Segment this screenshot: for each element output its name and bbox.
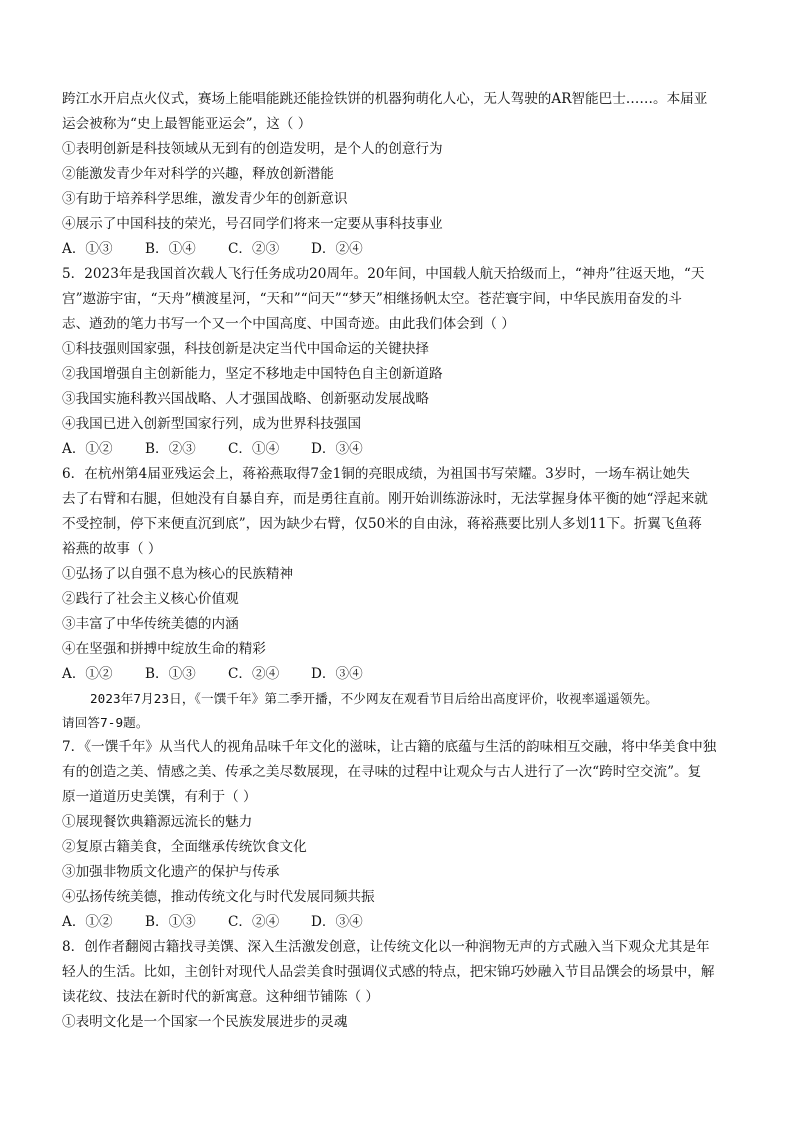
question-stem-line: 去了右臂和右腿，但她没有自暴自弃，而是勇往直前。刚开始训练游泳时，无法掌握身体平衡的她“浮起来就	[62, 491, 708, 507]
question-stem-line: 5．2023年是我国首次载人飞行任务成功20周年。20年间，中国载人航天拾级而上，“神舟”往返天地，“天	[62, 266, 705, 282]
statement-item: ③有助于培养科学思维，激发青少年的创新意识	[62, 191, 348, 207]
question-stem-line: 6．在杭州第4届亚残运会上，蒋裕燕取得7金1铜的亮眼成绩，为祖国书写荣耀。3岁时，一场车祸让她失	[62, 466, 690, 482]
answer-options	[62, 440, 394, 458]
option-b[interactable]: B．②③	[145, 441, 196, 457]
question-stem-line: 宫”遨游宇宙，“天舟”横渡星河，“天和”“问天”“梦天”相继扬帆太空。苍茫寰宇间，中华民族用奋发的斗	[62, 291, 682, 307]
statement-item: ②复原古籍美食，全面继承传统饮食文化	[62, 839, 307, 855]
question-stem-line: 读花纹、技法在新时代的新寓意。这种细节铺陈（ ）	[62, 989, 379, 1005]
statement-item: ③加强非物质文化遗产的保护与传承	[62, 864, 280, 880]
statement-item: ①科技强则国家强，科技创新是决定当代中国命运的关键抉择	[62, 341, 430, 357]
question-stem-line: 7．《一馔千年》从当代人的视角品味千年文化的滋味，让古籍的底蕴与生活的韵味相互交融，将中华美食中独	[62, 739, 717, 755]
question-stem-line: 裕燕的故事（ ）	[62, 541, 162, 557]
answer-options	[62, 913, 394, 931]
option-d[interactable]: D．③④	[311, 914, 363, 930]
answer-options	[62, 240, 394, 258]
statement-item: ①弘扬了以自强不息为核心的民族精神	[62, 566, 294, 582]
option-c[interactable]: C．①④	[228, 441, 280, 457]
statement-item: ④在坚强和拼搏中绽放生命的精彩	[62, 641, 266, 657]
statement-item: ①表明文化是一个国家一个民族发展进步的灵魂	[62, 1014, 348, 1030]
statement-item: ②践行了社会主义核心价值观	[62, 591, 239, 607]
option-d[interactable]: D．③④	[311, 441, 363, 457]
statement-item: ③丰富了中华传统美德的内涵	[62, 616, 239, 632]
option-c[interactable]: C．②④	[228, 914, 280, 930]
option-d[interactable]: D．③④	[311, 666, 363, 682]
option-a[interactable]: A．①②	[62, 914, 113, 930]
option-b[interactable]: B．①③	[145, 666, 196, 682]
intro-line: 请回答7-9题。	[62, 715, 149, 730]
question-stem-line: 不受控制，停下来便直沉到底”，因为缺少右臂，仅50米的自由泳，蒋裕燕要比别人多划11下。折翼飞鱼蒋	[62, 516, 702, 532]
option-d[interactable]: D．②④	[311, 241, 363, 257]
option-c[interactable]: C．②③	[228, 241, 280, 257]
question-stem-line: 轻人的生活。比如，主创针对现代人品尝美食时强调仪式感的特点，把宋锦巧妙融入节目品馔会的场景中，解	[62, 964, 715, 980]
question-stem-line: 志、遒劲的笔力书写一个又一个中国高度、中国奇迹。由此我们体会到（ ）	[62, 316, 515, 332]
option-a[interactable]: A．①②	[62, 666, 113, 682]
statement-item: ④我国已进入创新型国家行列，成为世界科技强国	[62, 416, 362, 432]
statement-item: ④展示了中国科技的荣光，号召同学们将来一定要从事科技事业	[62, 216, 443, 232]
option-a[interactable]: A．①③	[62, 241, 113, 257]
statement-item: ①表明创新是科技领域从无到有的创造发明，是个人的创意行为	[62, 141, 443, 157]
statement-item: ②能激发青少年对科学的兴趣，释放创新潜能	[62, 166, 334, 182]
option-b[interactable]: B．①④	[145, 241, 196, 257]
question-stem-line: 有的创造之美、情感之美、传承之美尽数展现，在寻味的过程中让观众与古人进行了一次“跨时空交流”。复	[62, 764, 702, 780]
statement-item: ④弘扬传统美德，推动传统文化与时代发展同频共振	[62, 889, 375, 905]
intro-line: 2023年7月23日，《一馔千年》第二季开播，不少网友在观看节目后给出高度评价，收视率遥遥领先。	[90, 691, 658, 706]
option-b[interactable]: B．①③	[145, 914, 196, 930]
question-stem-line: 跨江水开启点火仪式，赛场上能唱能跳还能捡铁饼的机器狗萌化人心，无人驾驶的AR智能巴士……。本届亚	[62, 91, 708, 107]
question-stem-line: 运会被称为“史上最智能亚运会”，这（ ）	[62, 116, 312, 132]
statement-item: ③我国实施科教兴国战略、人才强国战略、创新驱动发展战略	[62, 391, 430, 407]
statement-item: ①展现餐饮典籍源远流长的魅力	[62, 814, 253, 830]
option-c[interactable]: C．②④	[228, 666, 280, 682]
statement-item: ②我国增强自主创新能力，坚定不移地走中国特色自主创新道路	[62, 366, 443, 382]
question-stem-line: 原一道道历史美馔，有利于（ ）	[62, 789, 257, 805]
question-stem-line: 8．创作者翻阅古籍找寻美馔、深入生活激发创意，让传统文化以一种润物无声的方式融入当下观众尤其是年	[62, 939, 710, 955]
option-a[interactable]: A．①②	[62, 441, 113, 457]
answer-options	[62, 665, 394, 683]
